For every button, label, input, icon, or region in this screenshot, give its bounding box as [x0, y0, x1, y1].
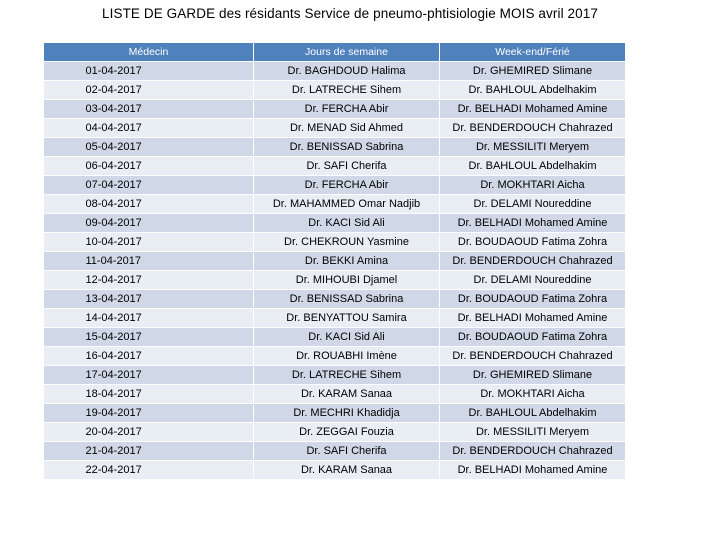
weekday-doctor-cell: Dr. LATRECHE Sihem: [254, 366, 440, 385]
weekday-doctor-cell: Dr. KACI Sid Ali: [254, 214, 440, 233]
weekday-doctor-cell: Dr. MIHOUBI Djamel: [254, 271, 440, 290]
date-cell: 09-04-2017: [44, 214, 254, 233]
weekend-doctor-cell: Dr. BOUDAOUD Fatima Zohra: [440, 328, 626, 347]
date-cell: 20-04-2017: [44, 423, 254, 442]
weekday-doctor-cell: Dr. LATRECHE Sihem: [254, 81, 440, 100]
weekend-doctor-cell: Dr. BAHLOUL Abdelhakim: [440, 81, 626, 100]
table-row: [44, 423, 626, 442]
weekday-doctor-cell: Dr. MAHAMMED Omar Nadjib: [254, 195, 440, 214]
weekend-doctor-cell: Dr. BOUDAOUD Fatima Zohra: [440, 233, 626, 252]
weekday-doctor-cell: Dr. MENAD Sid Ahmed: [254, 119, 440, 138]
table-row: [44, 233, 626, 252]
date-cell: 22-04-2017: [44, 461, 254, 480]
weekday-doctor-cell: Dr. BENYATTOU Samira: [254, 309, 440, 328]
table-row: [44, 176, 626, 195]
weekend-doctor-cell: Dr. MESSILITI Meryem: [440, 423, 626, 442]
weekend-doctor-cell: Dr. BELHADI Mohamed Amine: [440, 461, 626, 480]
weekend-doctor-cell: Dr. DELAMI Noureddine: [440, 195, 626, 214]
header-medecin: Médecin: [44, 43, 254, 62]
table-body: [44, 62, 626, 480]
table-row: [44, 62, 626, 81]
date-cell: 21-04-2017: [44, 442, 254, 461]
table-row: [44, 347, 626, 366]
date-cell: 15-04-2017: [44, 328, 254, 347]
weekday-doctor-cell: Dr. CHEKROUN Yasmine: [254, 233, 440, 252]
weekend-doctor-cell: Dr. BENDERDOUCH Chahrazed: [440, 347, 626, 366]
date-cell: 02-04-2017: [44, 81, 254, 100]
table-row: [44, 442, 626, 461]
date-cell: 19-04-2017: [44, 404, 254, 423]
date-cell: 13-04-2017: [44, 290, 254, 309]
weekday-doctor-cell: Dr. KACI Sid Ali: [254, 328, 440, 347]
date-cell: 12-04-2017: [44, 271, 254, 290]
table-row: [44, 214, 626, 233]
weekday-doctor-cell: Dr. KARAM Sanaa: [254, 385, 440, 404]
weekday-doctor-cell: Dr. BENISSAD Sabrina: [254, 290, 440, 309]
weekend-doctor-cell: Dr. BAHLOUL Abdelhakim: [440, 157, 626, 176]
table-row: [44, 404, 626, 423]
document-title: LISTE DE GARDE des résidants Service de pneumo-phtisiologie MOIS avril 2017: [102, 6, 598, 21]
date-cell: 18-04-2017: [44, 385, 254, 404]
weekend-doctor-cell: Dr. GHEMIRED Slimane: [440, 366, 626, 385]
table-row: [44, 252, 626, 271]
table-row: [44, 271, 626, 290]
weekday-doctor-cell: Dr. BAGHDOUD Halima: [254, 62, 440, 81]
table-row: [44, 100, 626, 119]
header-weekdays: Jours de semaine: [254, 43, 440, 62]
weekend-doctor-cell: Dr. DELAMI Noureddine: [440, 271, 626, 290]
date-cell: 03-04-2017: [44, 100, 254, 119]
date-cell: 07-04-2017: [44, 176, 254, 195]
weekend-doctor-cell: Dr. BELHADI Mohamed Amine: [440, 214, 626, 233]
date-cell: 08-04-2017: [44, 195, 254, 214]
weekday-doctor-cell: Dr. SAFI Cherifa: [254, 442, 440, 461]
weekend-doctor-cell: Dr. MOKHTARI Aicha: [440, 176, 626, 195]
weekend-doctor-cell: Dr. BELHADI Mohamed Amine: [440, 100, 626, 119]
weekend-doctor-cell: Dr. BAHLOUL Abdelhakim: [440, 404, 626, 423]
weekend-doctor-cell: Dr. GHEMIRED Slimane: [440, 62, 626, 81]
date-cell: 16-04-2017: [44, 347, 254, 366]
weekend-doctor-cell: Dr. BOUDAOUD Fatima Zohra: [440, 290, 626, 309]
weekday-doctor-cell: Dr. SAFI Cherifa: [254, 157, 440, 176]
weekend-doctor-cell: Dr. BENDERDOUCH Chahrazed: [440, 252, 626, 271]
weekend-doctor-cell: Dr. BELHADI Mohamed Amine: [440, 309, 626, 328]
table-row: [44, 328, 626, 347]
table-row: [44, 290, 626, 309]
table-row: [44, 157, 626, 176]
table-row: [44, 461, 626, 480]
weekday-doctor-cell: Dr. FERCHA Abir: [254, 176, 440, 195]
date-cell: 04-04-2017: [44, 119, 254, 138]
weekday-doctor-cell: Dr. KARAM Sanaa: [254, 461, 440, 480]
weekend-doctor-cell: Dr. BENDERDOUCH Chahrazed: [440, 119, 626, 138]
weekday-doctor-cell: Dr. ROUABHI Imène: [254, 347, 440, 366]
table-row: [44, 138, 626, 157]
guard-schedule-table: [43, 42, 626, 480]
date-cell: 14-04-2017: [44, 309, 254, 328]
weekend-doctor-cell: Dr. MESSILITI Meryem: [440, 138, 626, 157]
date-cell: 06-04-2017: [44, 157, 254, 176]
weekday-doctor-cell: Dr. MECHRI Khadidja: [254, 404, 440, 423]
weekday-doctor-cell: Dr. ZEGGAI Fouzia: [254, 423, 440, 442]
table-row: [44, 385, 626, 404]
weekend-doctor-cell: Dr. MOKHTARI Aicha: [440, 385, 626, 404]
date-cell: 10-04-2017: [44, 233, 254, 252]
weekend-doctor-cell: Dr. BENDERDOUCH Chahrazed: [440, 442, 626, 461]
table-row: [44, 119, 626, 138]
table-row: [44, 366, 626, 385]
weekday-doctor-cell: Dr. BEKKI Amina: [254, 252, 440, 271]
weekday-doctor-cell: Dr. BENISSAD Sabrina: [254, 138, 440, 157]
date-cell: 17-04-2017: [44, 366, 254, 385]
table-row: [44, 195, 626, 214]
weekday-doctor-cell: Dr. FERCHA Abir: [254, 100, 440, 119]
date-cell: 05-04-2017: [44, 138, 254, 157]
table-row: [44, 81, 626, 100]
table-row: [44, 309, 626, 328]
header-weekend: Week-end/Férié: [440, 43, 626, 62]
table-header-row: [44, 43, 626, 62]
date-cell: 01-04-2017: [44, 62, 254, 81]
date-cell: 11-04-2017: [44, 252, 254, 271]
